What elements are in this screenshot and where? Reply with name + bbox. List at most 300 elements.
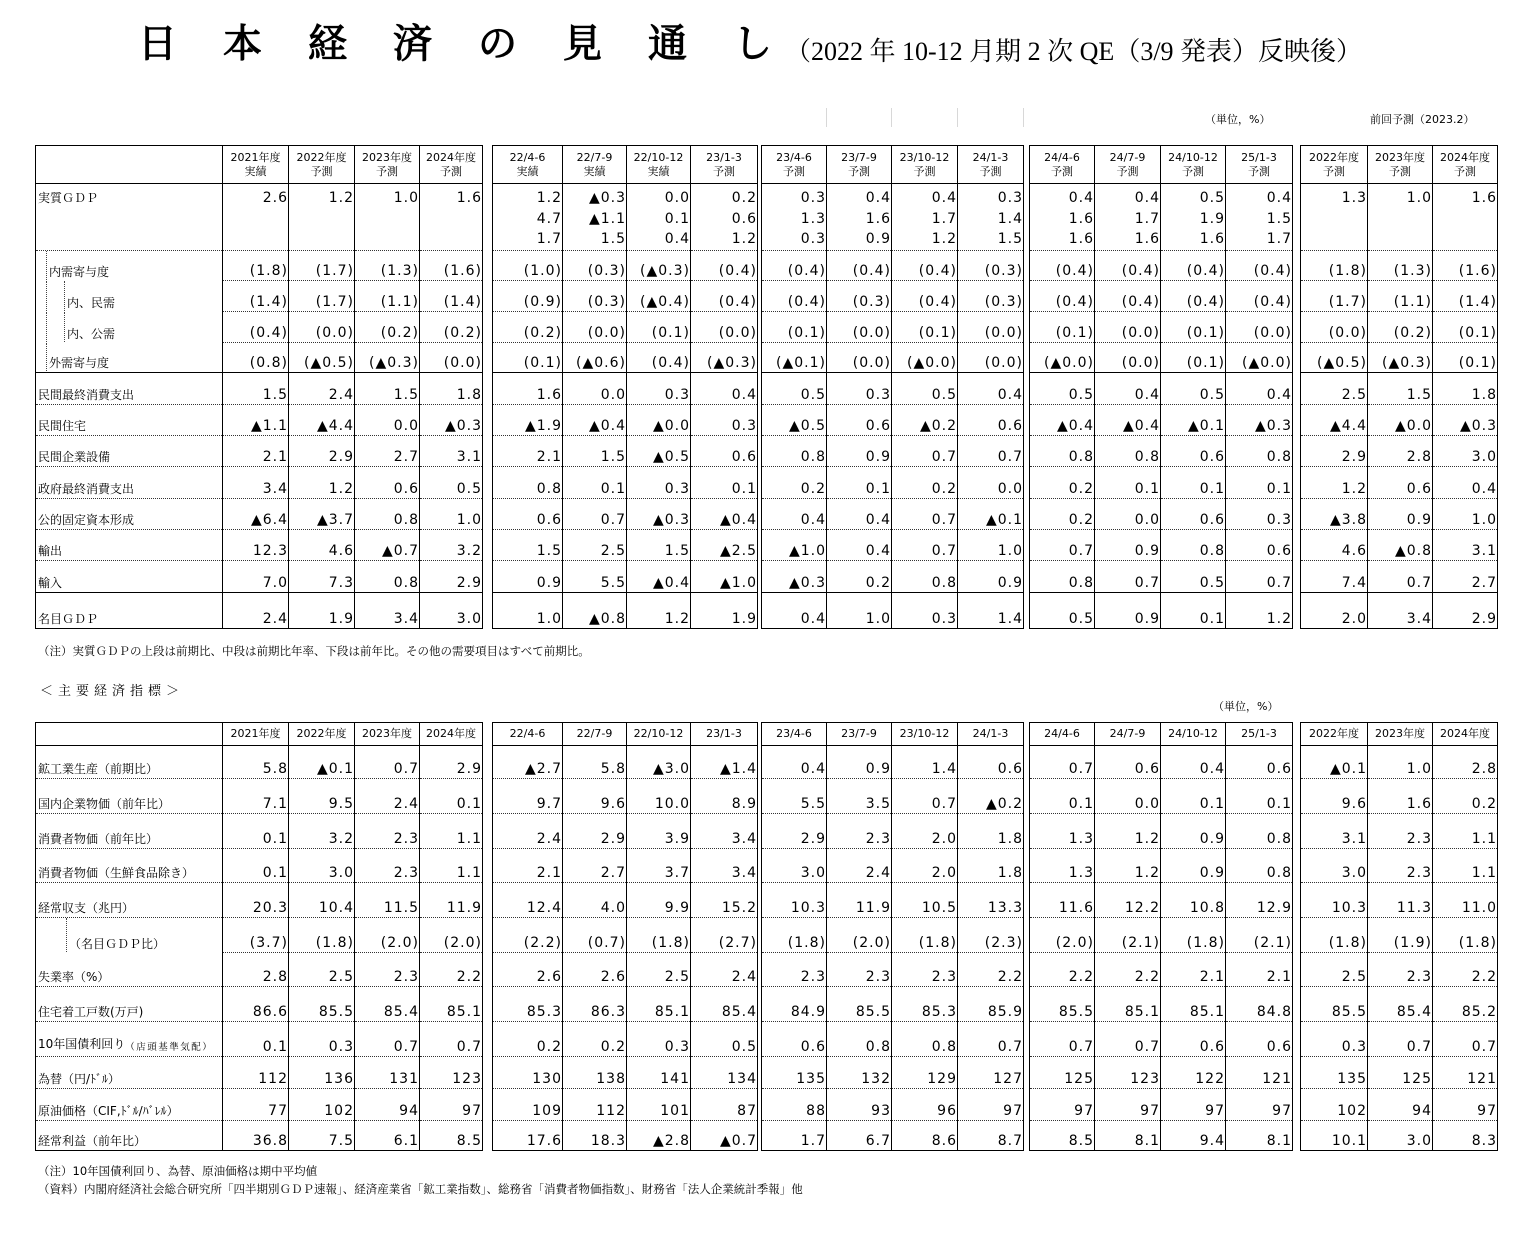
value-cell xyxy=(355,312,420,343)
value-cell xyxy=(892,1057,958,1089)
column-header xyxy=(223,723,289,746)
value-cell xyxy=(1161,373,1226,405)
value-cell xyxy=(1095,467,1161,499)
value-cell xyxy=(223,1121,289,1151)
value-cell xyxy=(1030,1022,1095,1057)
value-cell xyxy=(892,987,958,1022)
value: 9.5 xyxy=(328,796,354,812)
value: 11.5 xyxy=(383,900,419,916)
value-cell xyxy=(827,467,892,499)
row-label-cell xyxy=(36,281,223,312)
value: 1.2 xyxy=(536,190,562,206)
value: 0.6 xyxy=(1266,1039,1292,1055)
table-row xyxy=(493,814,758,849)
value: 2.1 xyxy=(1266,969,1292,985)
value: 0.7 xyxy=(931,512,957,528)
value: 0.7 xyxy=(997,1039,1023,1055)
value-cell xyxy=(1301,1089,1368,1121)
value: 0.3 xyxy=(664,1039,690,1055)
table-row xyxy=(493,1121,758,1151)
value-cell xyxy=(827,312,892,343)
row-label: 内需寄与度 xyxy=(49,264,110,279)
table-row xyxy=(1301,593,1498,629)
value: 2.3 xyxy=(393,969,419,985)
table-row xyxy=(762,312,1024,343)
value-cell xyxy=(892,561,958,593)
column-period: 2022年度 xyxy=(296,727,347,740)
value: 0.1 xyxy=(1266,481,1292,497)
value: 1.4 xyxy=(931,761,957,777)
table-row xyxy=(1030,1057,1293,1089)
value-cell xyxy=(1368,312,1433,343)
column-header xyxy=(1095,146,1161,184)
table-row xyxy=(1030,779,1293,814)
value-cell xyxy=(827,814,892,849)
value: 7.4 xyxy=(1341,575,1367,591)
value: 2.2 xyxy=(1471,969,1497,985)
value-cell xyxy=(1095,530,1161,561)
value-cell xyxy=(1030,373,1095,405)
value: 0.3 xyxy=(997,190,1023,206)
value-cell xyxy=(493,281,563,312)
value: 0.9 xyxy=(1406,512,1432,528)
value: 7.5 xyxy=(328,1133,354,1149)
value-cell xyxy=(493,561,563,593)
value: 1.7 xyxy=(800,1133,826,1149)
value-cell xyxy=(563,184,627,251)
value: 5.5 xyxy=(600,575,626,591)
row-label: 名目ＧＤＰ xyxy=(38,612,99,626)
value: (1.8) xyxy=(787,935,826,951)
value: 1.0 xyxy=(1471,512,1497,528)
table-row xyxy=(1030,530,1293,561)
value-cell xyxy=(691,467,758,499)
value: 84.9 xyxy=(790,1004,826,1020)
value-cell xyxy=(627,883,691,918)
value-cell xyxy=(1030,561,1095,593)
value: 0.7 xyxy=(1406,1039,1432,1055)
table-row xyxy=(36,281,483,312)
value-cell xyxy=(627,779,691,814)
value-cell xyxy=(1226,849,1293,883)
value: 1.6 xyxy=(1199,231,1225,247)
value: ▲0.7 xyxy=(381,543,419,559)
value: 1.7 xyxy=(536,231,562,247)
value-cell xyxy=(493,184,563,251)
column-header xyxy=(1301,146,1368,184)
value: (0.4) xyxy=(651,355,690,371)
value: 85.9 xyxy=(987,1004,1023,1020)
outlook-table-group-quarters-fy2024 xyxy=(1029,145,1293,629)
value: (▲0.3) xyxy=(707,355,757,371)
value-cell xyxy=(892,953,958,987)
table-row xyxy=(1301,343,1498,373)
value-cell xyxy=(1301,561,1368,593)
value: 0.7 xyxy=(600,512,626,528)
value-cell xyxy=(627,436,691,467)
table-row xyxy=(1030,184,1293,251)
value: 1.0 xyxy=(1406,761,1432,777)
value: 97 xyxy=(1140,1103,1160,1119)
table-row xyxy=(762,467,1024,499)
column-header xyxy=(892,146,958,184)
value: 0.3 xyxy=(800,231,826,247)
value: 0.8 xyxy=(800,449,826,465)
value: ▲1.0 xyxy=(719,575,757,591)
value-cell xyxy=(223,953,289,987)
table-row xyxy=(1030,343,1293,373)
value-cell xyxy=(223,746,289,779)
value: 84.8 xyxy=(1256,1004,1292,1020)
value: 0.8 xyxy=(1068,575,1094,591)
table-row xyxy=(762,987,1024,1022)
value: ▲0.1 xyxy=(985,512,1023,528)
value: (0.3) xyxy=(587,294,626,310)
value: 0.6 xyxy=(800,1039,826,1055)
value-cell xyxy=(691,814,758,849)
value-cell xyxy=(1433,281,1498,312)
value-cell xyxy=(1433,746,1498,779)
table-row xyxy=(36,1089,483,1121)
row-label-cell xyxy=(36,251,223,281)
value: 20.3 xyxy=(252,900,288,916)
value: 3.0 xyxy=(1471,449,1497,465)
value-cell xyxy=(563,987,627,1022)
value: 85.4 xyxy=(383,1004,419,1020)
value-cell xyxy=(493,1089,563,1121)
value-cell xyxy=(627,312,691,343)
table-row xyxy=(493,593,758,629)
value: (▲0.3) xyxy=(369,355,419,371)
value-cell xyxy=(762,251,827,281)
value: 3.0 xyxy=(328,865,354,881)
value: 86.3 xyxy=(590,1004,626,1020)
value: ▲0.3 xyxy=(788,575,826,591)
value: (0.4) xyxy=(718,263,757,279)
value: ▲3.7 xyxy=(316,512,354,528)
value-cell xyxy=(627,746,691,779)
value-cell xyxy=(1226,593,1293,629)
value-cell xyxy=(1301,467,1368,499)
value-cell xyxy=(827,849,892,883)
outlook-table-group-quarters-fy2022 xyxy=(492,145,758,629)
value-cell xyxy=(1368,779,1433,814)
value: (3.7) xyxy=(249,935,288,951)
value-cell xyxy=(223,987,289,1022)
value: 94 xyxy=(399,1103,419,1119)
row-label: 10年国債利回り xyxy=(38,1037,126,1051)
value-cell xyxy=(827,436,892,467)
value-cell xyxy=(827,499,892,530)
value: 0.5 xyxy=(1199,387,1225,403)
value: ▲0.1 xyxy=(1187,418,1225,434)
value-cell xyxy=(1030,405,1095,436)
value-cell xyxy=(1030,987,1095,1022)
value-cell xyxy=(1301,251,1368,281)
row-label-cell xyxy=(36,883,223,918)
value: 0.6 xyxy=(731,210,757,227)
value: 2.9 xyxy=(1341,449,1367,465)
value-cell xyxy=(563,343,627,373)
value: 1.6 xyxy=(1068,231,1094,247)
value: ▲0.2 xyxy=(919,418,957,434)
value-cell xyxy=(355,499,420,530)
value: (1.6) xyxy=(443,263,482,279)
table-row xyxy=(762,883,1024,918)
value: (1.8) xyxy=(315,935,354,951)
row-label: 政府最終消費支出 xyxy=(38,482,135,496)
value: 0.7 xyxy=(1471,1039,1497,1055)
row-sublabel: （店頭基準気配） xyxy=(125,1042,214,1053)
column-header xyxy=(1161,723,1226,746)
value: 0.7 xyxy=(931,543,957,559)
row-label-cell xyxy=(36,561,223,593)
table-row xyxy=(493,561,758,593)
value: ▲0.3 xyxy=(588,190,626,206)
column-period: 24/7-9 xyxy=(1109,150,1146,164)
column-header xyxy=(289,723,355,746)
column-period: 24/7-9 xyxy=(1109,727,1146,740)
value: 136 xyxy=(324,1071,354,1087)
column-status: 予測 xyxy=(1454,164,1476,178)
value-cell xyxy=(493,987,563,1022)
value-cell xyxy=(762,467,827,499)
value-cell xyxy=(1095,1121,1161,1151)
value: 135 xyxy=(1337,1071,1367,1087)
value-cell xyxy=(563,281,627,312)
value-cell xyxy=(762,883,827,918)
value: (0.2) xyxy=(443,325,482,341)
value-cell xyxy=(1161,343,1226,373)
value: 12.4 xyxy=(526,900,562,916)
value: 85.5 xyxy=(1331,1004,1367,1020)
table-row xyxy=(1301,918,1498,953)
value: 1.3 xyxy=(1068,831,1094,847)
table-row xyxy=(1030,1022,1293,1057)
value: (0.0) xyxy=(1328,325,1367,341)
table-row xyxy=(1030,1121,1293,1151)
value: 125 xyxy=(1402,1071,1432,1087)
value-cell xyxy=(355,779,420,814)
column-status: 予測 xyxy=(1051,164,1073,178)
value-cell xyxy=(627,849,691,883)
value-cell xyxy=(691,499,758,530)
value: ▲2.5 xyxy=(719,543,757,559)
column-header xyxy=(1226,723,1293,746)
value-cell xyxy=(1226,373,1293,405)
column-status: 実績 xyxy=(583,164,606,178)
value-cell xyxy=(827,746,892,779)
value-cell xyxy=(1301,883,1368,918)
column-period: 24/10-12 xyxy=(1168,150,1218,164)
value-cell xyxy=(223,593,289,629)
table-row xyxy=(493,405,758,436)
table-row xyxy=(493,1089,758,1121)
value-cell xyxy=(1368,467,1433,499)
value-cell xyxy=(827,1121,892,1151)
indent-guide xyxy=(46,251,47,281)
value: 97 xyxy=(462,1103,482,1119)
value-cell xyxy=(420,467,483,499)
value-cell xyxy=(892,312,958,343)
value: 36.8 xyxy=(252,1133,288,1149)
value: 1.5 xyxy=(262,387,288,403)
value: 0.1 xyxy=(1134,481,1160,497)
value-cell xyxy=(1095,1057,1161,1089)
value-cell xyxy=(563,593,627,629)
value-cell xyxy=(762,953,827,987)
value-cell xyxy=(892,883,958,918)
value-cell xyxy=(355,373,420,405)
value-cell xyxy=(892,1121,958,1151)
value-cell xyxy=(1161,405,1226,436)
value: 0.1 xyxy=(1199,611,1225,627)
value-cell xyxy=(493,373,563,405)
value: (0.0) xyxy=(315,325,354,341)
column-period: 2023年度 xyxy=(362,727,412,740)
value: 1.8 xyxy=(997,865,1023,881)
value-cell xyxy=(1433,251,1498,281)
row-label-cell xyxy=(36,343,223,373)
value-cell xyxy=(958,814,1024,849)
column-header xyxy=(892,723,958,746)
value-cell xyxy=(289,883,355,918)
value-cell xyxy=(355,561,420,593)
value: 8.1 xyxy=(1134,1133,1160,1149)
value: (0.4) xyxy=(1121,294,1160,310)
value-cell xyxy=(289,405,355,436)
value: (0.2) xyxy=(523,325,562,341)
value: 11.9 xyxy=(446,900,482,916)
table-row xyxy=(36,918,483,953)
value-cell xyxy=(1030,849,1095,883)
value-cell xyxy=(1368,281,1433,312)
value: 1.0 xyxy=(997,543,1023,559)
value: 0.6 xyxy=(865,418,891,434)
column-period: 24/1-3 xyxy=(972,727,1009,740)
value: 11.0 xyxy=(1461,900,1497,916)
value-cell xyxy=(563,499,627,530)
table-row xyxy=(762,849,1024,883)
row-label: 失業率（%） xyxy=(38,970,110,984)
column-period: 23/10-12 xyxy=(899,727,950,740)
column-period: 2023年度 xyxy=(362,150,412,164)
value: 2.5 xyxy=(664,969,690,985)
value-cell xyxy=(827,1022,892,1057)
table-row xyxy=(493,373,758,405)
table-row xyxy=(36,499,483,530)
value: 0.8 xyxy=(1199,543,1225,559)
value: 0.5 xyxy=(456,481,482,497)
value-cell xyxy=(1433,593,1498,629)
table-row xyxy=(36,312,483,343)
column-status: 予測 xyxy=(848,164,870,178)
value-cell xyxy=(289,1121,355,1151)
value: 3.1 xyxy=(1341,831,1367,847)
value: 1.2 xyxy=(328,481,354,497)
value: 112 xyxy=(596,1103,626,1119)
value-cell xyxy=(827,184,892,251)
value-cell xyxy=(958,1121,1024,1151)
value: ▲1.1 xyxy=(588,210,626,227)
row-label-header xyxy=(36,146,223,184)
value-cell xyxy=(1368,593,1433,629)
table-row xyxy=(493,746,758,779)
value: (▲0.1) xyxy=(776,355,826,371)
value-cell xyxy=(1095,312,1161,343)
value: ▲2.7 xyxy=(524,761,562,777)
previous-forecast-label: 前回予測（2023.2） xyxy=(1370,113,1475,126)
table-row xyxy=(36,436,483,467)
value-cell xyxy=(691,918,758,953)
value: 1.1 xyxy=(1471,831,1497,847)
table-row xyxy=(1030,1089,1293,1121)
table-row xyxy=(493,499,758,530)
column-period: 22/4-6 xyxy=(509,150,546,164)
value: (0.0) xyxy=(587,325,626,341)
value-cell xyxy=(627,593,691,629)
value-cell xyxy=(420,373,483,405)
table-row xyxy=(36,1121,483,1151)
table-row xyxy=(36,1022,483,1057)
value: 12.2 xyxy=(1124,900,1160,916)
value-cell xyxy=(493,1121,563,1151)
value: 1.2 xyxy=(731,231,757,247)
column-period: 2022年度 xyxy=(296,150,347,164)
header-row xyxy=(1301,723,1498,746)
table-row xyxy=(493,1057,758,1089)
indent-guide xyxy=(64,281,65,312)
table-row xyxy=(1030,883,1293,918)
value-cell xyxy=(1161,312,1226,343)
value-cell xyxy=(1095,987,1161,1022)
value: 0.4 xyxy=(800,512,826,528)
value-cell xyxy=(627,251,691,281)
value: 9.6 xyxy=(600,796,626,812)
value-cell xyxy=(762,1022,827,1057)
value-cell xyxy=(355,746,420,779)
row-label: 経常収支（兆円） xyxy=(38,901,135,915)
value-cell xyxy=(691,1121,758,1151)
table-row xyxy=(1301,405,1498,436)
value: (▲0.5) xyxy=(1317,355,1367,371)
value: (2.1) xyxy=(1121,935,1160,951)
value-cell xyxy=(1301,373,1368,405)
table-row xyxy=(493,436,758,467)
table-row xyxy=(1301,1057,1498,1089)
value-cell xyxy=(1226,814,1293,849)
value-cell xyxy=(420,849,483,883)
value: 0.9 xyxy=(1134,543,1160,559)
table-row xyxy=(493,467,758,499)
value: ▲0.4 xyxy=(652,575,690,591)
value: (1.8) xyxy=(1458,935,1497,951)
value: 0.6 xyxy=(997,761,1023,777)
value-cell xyxy=(762,779,827,814)
table-row xyxy=(36,251,483,281)
column-status: 実績 xyxy=(244,164,267,178)
value: 3.4 xyxy=(731,831,757,847)
table-row xyxy=(1301,987,1498,1022)
value: 2.9 xyxy=(800,831,826,847)
row-label-cell xyxy=(36,312,223,343)
value: 2.4 xyxy=(536,831,562,847)
value: 2.7 xyxy=(1471,575,1497,591)
value-cell xyxy=(691,987,758,1022)
value-cell xyxy=(1161,849,1226,883)
value-cell xyxy=(1030,312,1095,343)
value-cell xyxy=(1226,499,1293,530)
